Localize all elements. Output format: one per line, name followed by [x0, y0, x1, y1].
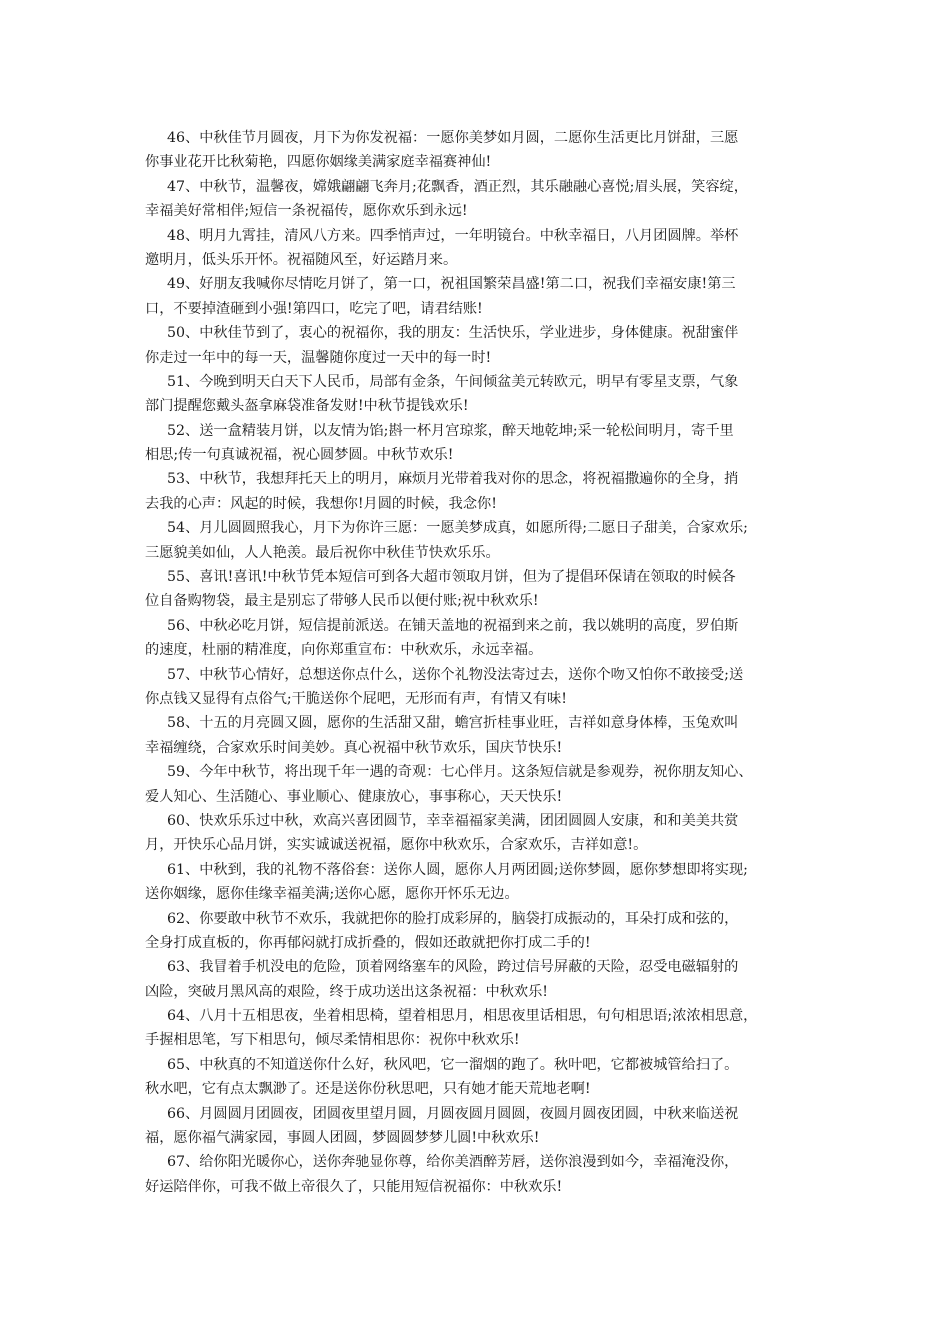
paragraph-first-line: 47、中秋节，温馨夜，嫦娥翩翩飞奔月;花飘香，酒正烈，其乐融融心喜悦;眉头展，笑容绽， — [167, 178, 748, 195]
paragraph-continuation-line: 秋水吧，它有点太飘渺了。还是送你份秋思吧，只有她才能天荒地老啊! — [145, 1081, 591, 1098]
paragraph-continuation-line: 月，开快乐心品月饼，实实诚诚送祝福，愿你中秋欢乐，合家欢乐，吉祥如意!。 — [145, 837, 648, 854]
paragraph-first-line: 48、明月九霄挂，清风八方来。四季悄声过，一年明镜台。中秋幸福日，八月团圆牌。举杯 — [167, 227, 739, 244]
paragraph-continuation-line: 你事业花开比秋菊艳，四愿你姻缘美满家庭幸福赛神仙! — [145, 154, 492, 171]
paragraph-first-line: 61、中秋到，我的礼物不落俗套：送你人圆，愿你人月两团圆;送你梦圆，愿你梦想即将实现; — [167, 861, 748, 878]
paragraph-first-line: 51、今晚到明天白天下人民币，局部有金条，午间倾盆美元转欧元，明早有零星支票，气象 — [167, 373, 739, 390]
paragraph-continuation-line: 你走过一年中的每一天，温馨随你度过一天中的每一时! — [145, 349, 492, 366]
paragraph-first-line: 54、月儿圆圆照我心，月下为你许三愿：一愿美梦成真，如愿所得;二愿日子甜美，合家欢乐; — [167, 520, 748, 537]
paragraph-first-line: 60、快欢乐乐过中秋，欢高兴喜团圆节，幸幸福福家美满，团团圆圆人安康，和和美美共赏 — [167, 812, 739, 829]
paragraph-first-line: 49、好朋友我喊你尽情吃月饼了，第一口，祝祖国繁荣昌盛!第二口，祝我们幸福安康!第三 — [167, 276, 736, 293]
paragraph-continuation-line: 的速度，杜丽的精准度，向你郑重宣布：中秋欢乐，永远幸福。 — [145, 642, 543, 659]
paragraph-first-line: 67、给你阳光暖你心，送你奔驰显你尊，给你美酒醉芳唇，送你浪漫到如今，幸福淹没你， — [167, 1154, 739, 1171]
paragraph-continuation-line: 幸福美好常相伴;短信一条祝福传，愿你欢乐到永远! — [145, 203, 468, 220]
paragraph-continuation-line: 幸福缠绕，合家欢乐时间美妙。真心祝福中秋节欢乐，国庆节快乐! — [145, 739, 563, 756]
paragraph-continuation-line: 福，愿你福气满家园，事圆人团圆，梦圆圆梦梦儿圆!中秋欢乐! — [145, 1130, 540, 1147]
paragraph-continuation-line: 去我的心声：风起的时候，我想你!月圆的时候，我念你! — [145, 495, 497, 512]
paragraph-continuation-line: 凶险，突破月黑风高的艰险，终于成功送出这条祝福：中秋欢乐! — [145, 983, 548, 1000]
paragraph-first-line: 59、今年中秋节，将出现千年一遇的奇观：七心伴月。这条短信就是参观券，祝你朋友知心、 — [167, 764, 753, 781]
paragraph-continuation-line: 部门提醒您戴头盔拿麻袋准备发财!中秋节提钱欢乐! — [145, 398, 469, 415]
paragraph-continuation-line: 位自备购物袋，最主是别忘了带够人民币以便付账;祝中秋欢乐! — [145, 593, 539, 610]
paragraph-first-line: 65、中秋真的不知道送你什么好，秋风吧，它一溜烟的跑了。秋叶吧，它都被城管给扫了。 — [167, 1056, 739, 1073]
paragraph-continuation-line: 爱人知心、生活随心、事业顺心、健康放心，事事称心，天天快乐! — [145, 788, 563, 805]
paragraph-continuation-line: 好运陪伴你，可我不做上帝很久了，只能用短信祝福你：中秋欢乐! — [145, 1178, 563, 1195]
paragraph-first-line: 50、中秋佳节到了，衷心的祝福你，我的朋友：生活快乐，学业进步，身体健康。祝甜蜜伴 — [167, 325, 739, 342]
paragraph-continuation-line: 你点钱又显得有点俗气;干脆送你个屁吧，无形而有声，有情又有味! — [145, 690, 567, 707]
document-body — [145, 126, 810, 1199]
paragraph-first-line: 62、你要敢中秋节不欢乐，我就把你的脸打成彩屏的，脑袋打成振动的，耳朵打成和弦的， — [167, 910, 739, 927]
paragraph-first-line: 63、我冒着手机没电的危险，顶着网络塞车的风险，跨过信号屏蔽的天险，忍受电磁辐射的 — [167, 959, 739, 976]
paragraph-continuation-line: 送你姻缘，愿你佳缘幸福美满;送你心愿，愿你开怀乐无边。 — [145, 886, 519, 903]
paragraph-continuation-line: 相思;传一句真诚祝福，祝心圆梦圆。中秋节欢乐! — [145, 447, 454, 464]
paragraph-continuation-line: 口，不要掉渣砸到小强!第四口，吃完了吧，请君结账! — [145, 300, 483, 317]
paragraph-first-line: 52、送一盒精装月饼，以友情为馅;斟一杯月宫琼浆，醉天地乾坤;采一轮松间明月，寄千里 — [167, 422, 734, 439]
paragraph-continuation-line: 邀明月，低头乐开怀。祝福随风至，好运踏月来。 — [145, 251, 458, 268]
paragraph-first-line: 64、八月十五相思夜，坐着相思椅，望着相思月，相思夜里话相思，句句相思语;浓浓相思意， — [167, 1008, 758, 1025]
paragraph-continuation-line: 全身打成直板的，你再郁闷就打成折叠的，假如还敢就把你打成二手的! — [145, 934, 591, 951]
paragraph-first-line: 56、中秋必吃月饼，短信提前派送。在铺天盖地的祝福到来之前，我以姚明的高度，罗伯斯 — [167, 617, 739, 634]
paragraph-first-line: 58、十五的月亮圆又圆，愿你的生活甜又甜，蟾宫折桂事业旺，吉祥如意身体棒，玉兔欢叫 — [167, 715, 739, 732]
paragraph-first-line: 66、月圆圆月团圆夜，团圆夜里望月圆，月圆夜圆月圆圆，夜圆月圆夜团圆，中秋来临送祝 — [167, 1105, 739, 1122]
paragraph-first-line: 55、喜讯!喜讯!中秋节凭本短信可到各大超市领取月饼，但为了提倡环保请在领取的时候各 — [167, 569, 736, 586]
paragraph-first-line: 53、中秋节，我想拜托天上的明月，麻烦月光带着我对你的思念，将祝福撒遍你的全身，捎 — [167, 471, 739, 488]
paragraph-continuation-line: 三愿貌美如仙，人人艳羡。最后祝你中秋佳节快欢乐乐。 — [145, 544, 500, 561]
paragraph-continuation-line: 手握相思笔，写下相思句，倾尽柔情相思你：祝你中秋欢乐! — [145, 1032, 520, 1049]
paragraph-first-line: 57、中秋节心情好，总想送你点什么，送你个礼物没法寄过去，送你个吻又怕你不敢接受;送 — [167, 666, 744, 683]
paragraph-first-line: 46、中秋佳节月圆夜，月下为你发祝福：一愿你美梦如月圆，二愿你生活更比月饼甜，三愿 — [167, 130, 739, 146]
